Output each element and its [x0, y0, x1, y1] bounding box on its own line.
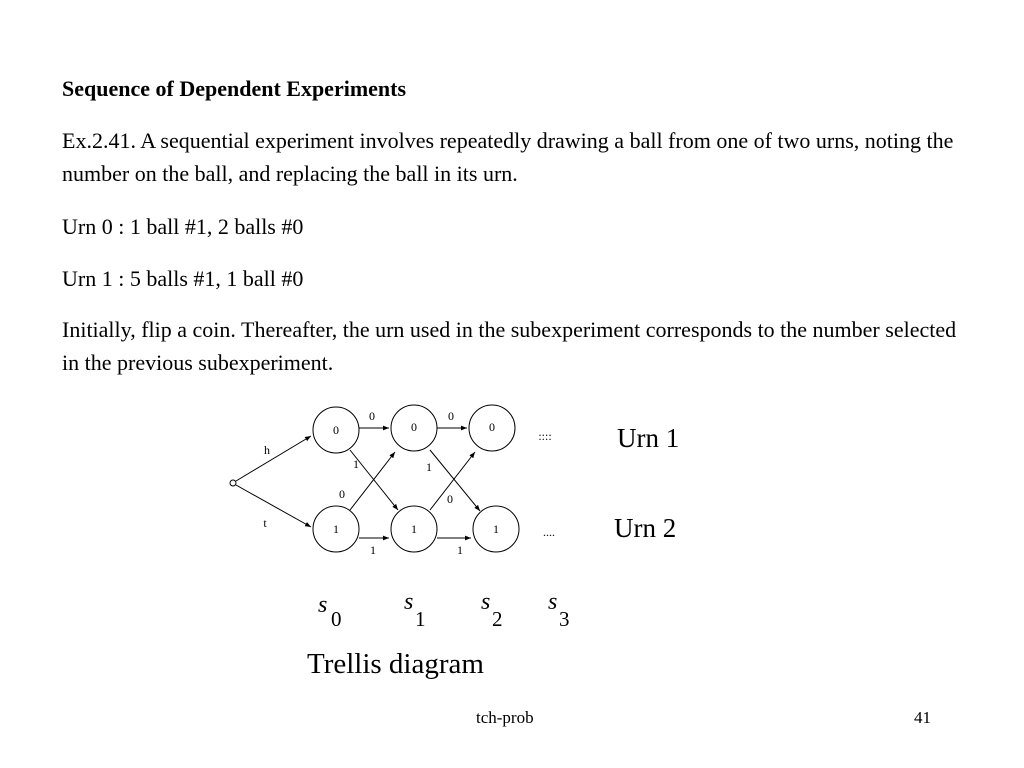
edge-label-bottom-1: 1 [457, 543, 463, 557]
slide-heading: Sequence of Dependent Experiments [62, 76, 407, 101]
example-paragraph: Ex.2.41. A sequential experiment involves repeatedly drawing a ball from one of two urns, noting the number on the ball, and replacing the ball in its urn. [62, 128, 954, 186]
urn-1-description: Urn 1 : 5 balls #1, 1 ball #0 [62, 266, 304, 291]
ellipsis-bottom: .... [543, 525, 555, 539]
node-top-1-label: 0 [411, 420, 417, 434]
procedure-paragraph: Initially, flip a coin. Thereafter, the urn used in the subexperiment corresponds to the number selected in the previous subexperiment. [62, 317, 957, 375]
edge-label-top-1: 0 [448, 409, 454, 423]
urn-label-2: Urn 2 [614, 513, 677, 543]
node-top-2-label: 0 [489, 420, 495, 434]
edge-label-cross-1: 0 [339, 487, 345, 501]
stage-index-0: 0 [331, 607, 342, 631]
ellipsis-top: :::: [538, 429, 552, 443]
stage-index-2: 2 [492, 607, 503, 631]
diagram-caption: Trellis diagram [307, 648, 484, 680]
stage-symbol-1: s [404, 589, 414, 615]
urn-0-description: Urn 0 : 1 ball #1, 2 balls #0 [62, 214, 304, 239]
tails-edge [236, 485, 311, 527]
edge-label-cross-0: 1 [353, 457, 359, 471]
node-bottom-1-label: 1 [411, 522, 417, 536]
stage-index-3: 3 [559, 607, 570, 631]
edge-cross-top1-bottom2 [430, 450, 480, 511]
heads-edge [236, 436, 311, 481]
stage-symbol-3: s [548, 589, 558, 615]
edge-label-cross-2: 1 [426, 460, 432, 474]
edge-label-cross-3: 0 [447, 492, 453, 506]
node-top-0-label: 0 [333, 423, 339, 437]
page-number: 41 [914, 708, 931, 727]
urn-label-1: Urn 1 [617, 423, 680, 453]
start-node [230, 480, 236, 486]
node-bottom-2-label: 1 [493, 522, 499, 536]
stage-index-1: 1 [415, 607, 426, 631]
tails-label: t [263, 516, 267, 530]
edge-label-bottom-0: 1 [370, 543, 376, 557]
footer-title: tch-prob [476, 708, 534, 727]
stage-symbol-2: s [481, 589, 491, 615]
node-bottom-0-label: 1 [333, 522, 339, 536]
stage-symbol-0: s [318, 592, 328, 618]
edge-label-top-0: 0 [369, 409, 375, 423]
heads-label: h [264, 443, 270, 457]
